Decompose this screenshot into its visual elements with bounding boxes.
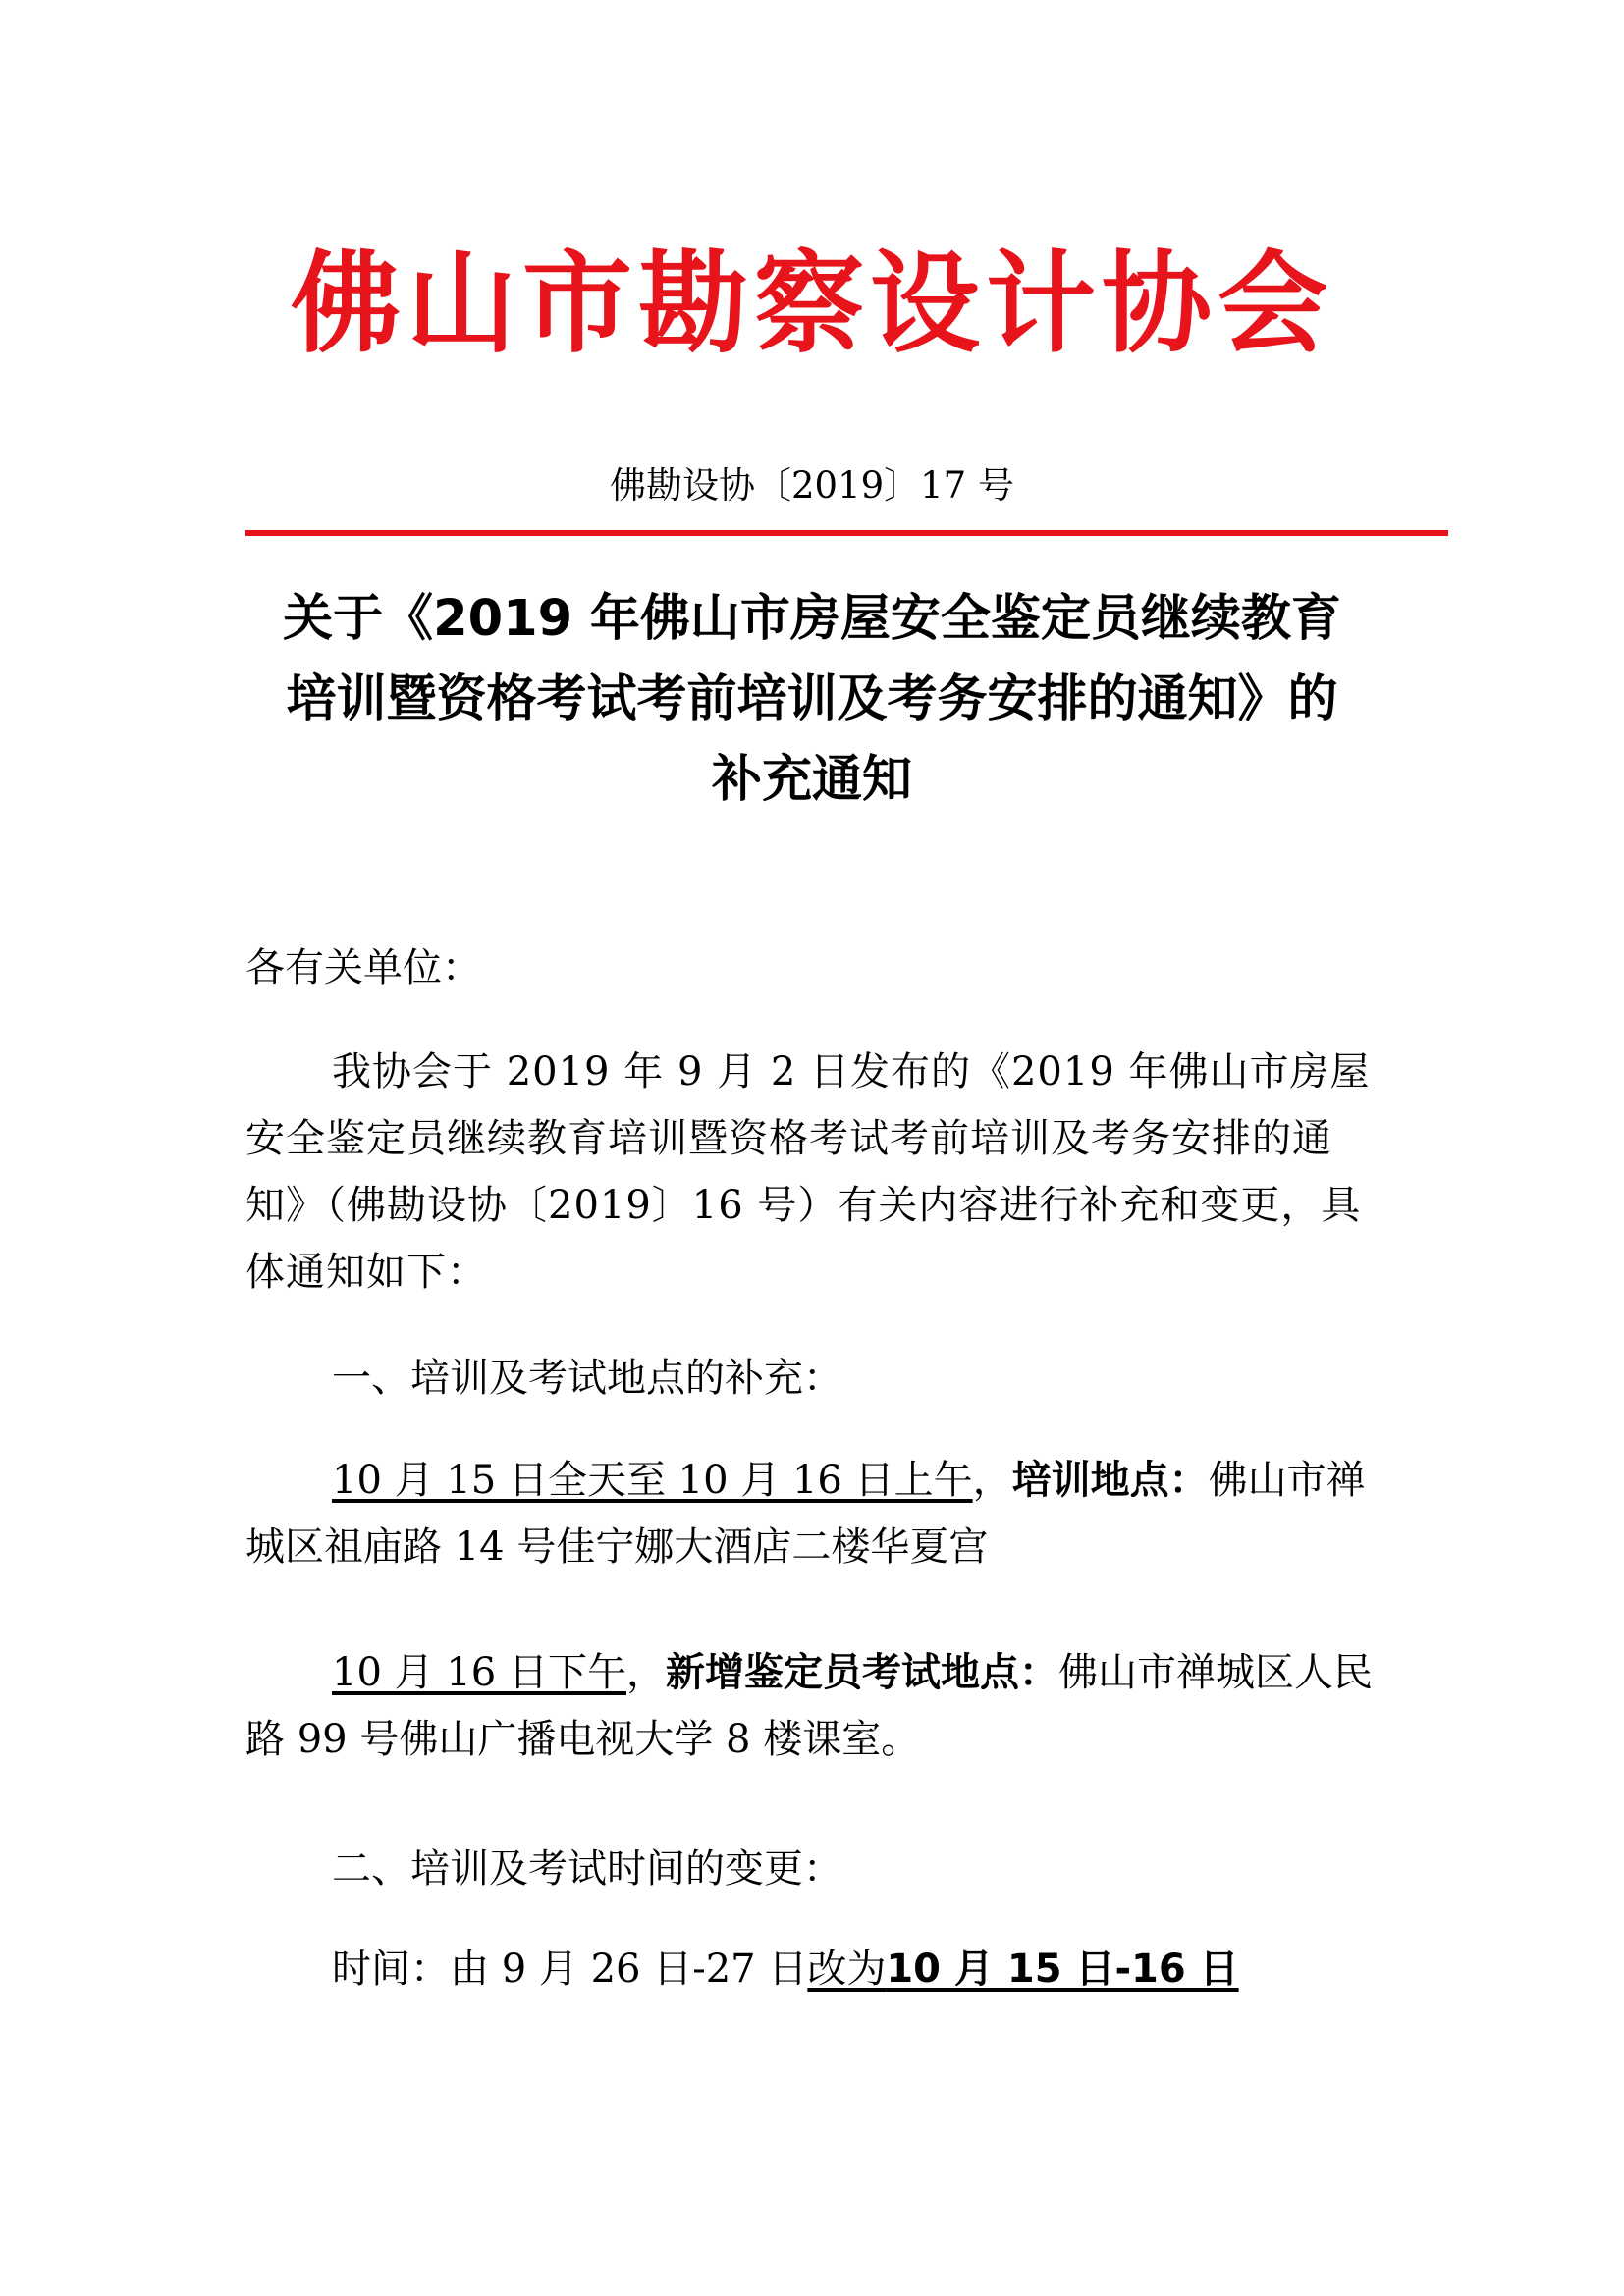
training-date-range: 10 月 15 日全天至 10 月 16 日上午 xyxy=(332,1458,973,1503)
notice-title-line-2: 培训暨资格考试考前培训及考务安排的通知》的 xyxy=(286,670,1338,728)
notice-title-line-1: 关于《2019 年佛山市房屋安全鉴定员继续教育 xyxy=(283,590,1341,648)
training-location-paragraph xyxy=(245,1447,1384,1580)
training-separator: ， xyxy=(972,1458,1012,1503)
time-original: 时间：由 9 月 26 日-27 日 xyxy=(332,1947,808,1992)
exam-location-label: 新增鉴定员考试地点： xyxy=(665,1650,1058,1695)
section-1-heading: 一、培训及考试地点的补充： xyxy=(332,1356,842,1401)
training-location-label: 培训地点： xyxy=(1011,1458,1209,1503)
exam-separator: ， xyxy=(625,1650,666,1695)
time-new-dates: 10 月 15 日-16 日 xyxy=(886,1947,1239,1992)
exam-location-paragraph xyxy=(245,1639,1384,1773)
notice-title xyxy=(236,579,1388,821)
training-location-address: 佛山市禅城区祖庙路 14 号佳宁娜大酒店二楼华夏宫 xyxy=(245,1458,1366,1570)
time-change-paragraph xyxy=(245,1936,1471,2002)
intro-paragraph: 我协会于 2019 年 9 月 2 日发布的《2019 年佛山市房屋安全鉴定员继续教育培训暨资格考试考前培训及考务安排的通知》（佛勘设协〔2019〕16 号）有关内容进行补充和变更，具体通知如下： xyxy=(245,1049,1371,1295)
exam-date: 10 月 16 日下午 xyxy=(332,1650,626,1695)
salutation: 各有关单位： xyxy=(245,945,481,990)
notice-title-line-3: 补充通知 xyxy=(711,751,912,809)
org-name-header: 佛山市勘察设计协会 xyxy=(291,240,1333,368)
section-2-heading: 二、培训及考试时间的变更： xyxy=(332,1846,842,1892)
red-divider-line xyxy=(245,530,1448,536)
exam-location-address: 佛山市禅城区人民路 99 号佛山广播电视大学 8 楼课室。 xyxy=(245,1650,1373,1762)
document-number: 佛勘设协〔2019〕17 号 xyxy=(609,464,1014,507)
time-change-word: 改为 xyxy=(807,1947,887,1992)
